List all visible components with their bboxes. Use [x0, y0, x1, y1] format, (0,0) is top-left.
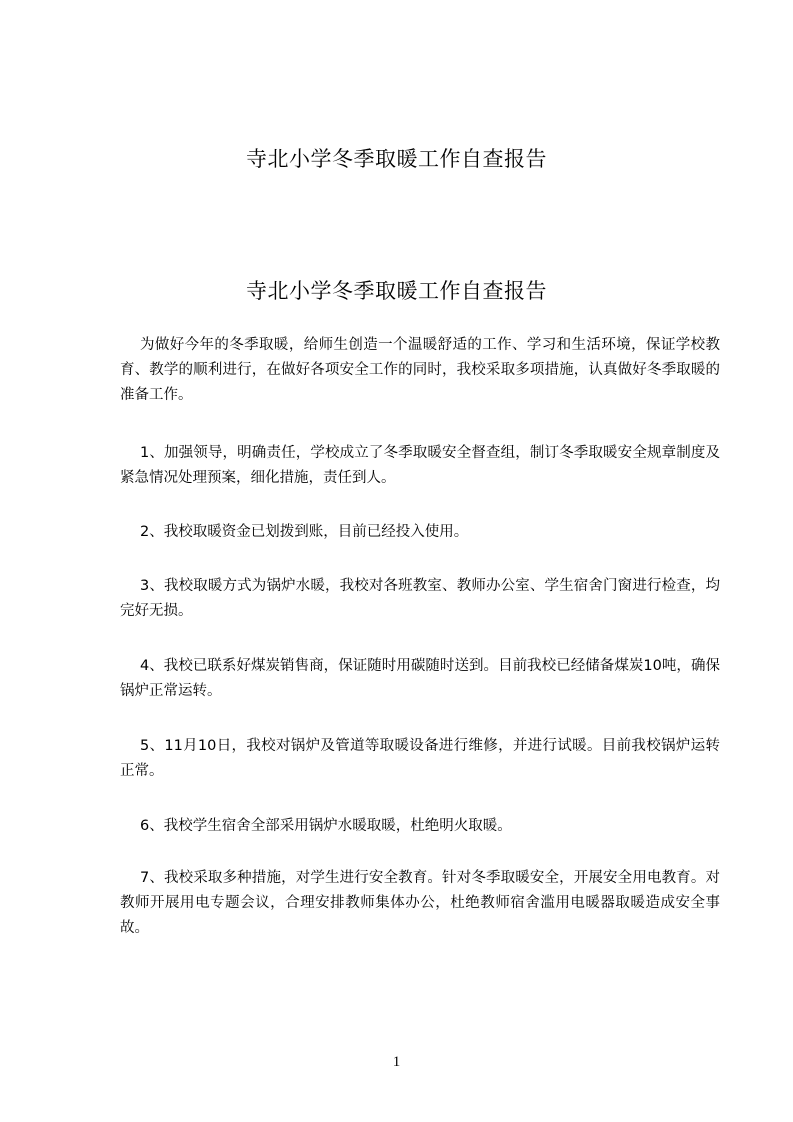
- list-item-3: 3、我校取暖方式为锅炉水暖，我校对各班教室、教师办公室、学生宿舍门窗进行检查，均完好无损。: [120, 578, 720, 619]
- list-item-1: 1、加强领导，明确责任，学校成立了冬季取暖安全督查组，制订冬季取暖安全规章制度及紧急情况处理预案，细化措施，责任到人。: [120, 445, 720, 486]
- header-title: 寺北小学冬季取暖工作自查报告: [246, 147, 547, 171]
- intro-paragraph: 为做好今年的冬季取暖，给师生创造一个温暖舒适的工作、学习和生活环境，保证学校教育、教学的顺利进行，在做好各项安全工作的同时，我校采取多项措施，认真做好冬季取暖的准备工作。: [120, 337, 720, 403]
- list-item-5: 5、11月10日，我校对锅炉及管道等取暖设备进行维修，并进行试暖。目前我校锅炉运转正常。: [120, 738, 720, 779]
- list-item-6: 6、我校学生宿舍全部采用锅炉水暖取暖，杜绝明火取暖。: [140, 818, 512, 834]
- list-item-2: 2、我校取暖资金已划拨到账，目前已经投入使用。: [140, 524, 469, 540]
- list-item-4: 4、我校已联系好煤炭销售商，保证随时用碳随时送到。目前我校已经储备煤炭10吨，确保锅炉正常运转。: [120, 658, 720, 699]
- document-title: 寺北小学冬季取暖工作自查报告: [246, 279, 547, 303]
- list-item-7: 7、我校采取多种措施，对学生进行安全教育。针对冬季取暖安全，开展安全用电教育。对教师开展用电专题会议，合理安排教师集体办公，杜绝教师宿舍滥用电暖器取暖造成安全事故。: [120, 870, 720, 936]
- page-number: 1: [392, 1054, 401, 1070]
